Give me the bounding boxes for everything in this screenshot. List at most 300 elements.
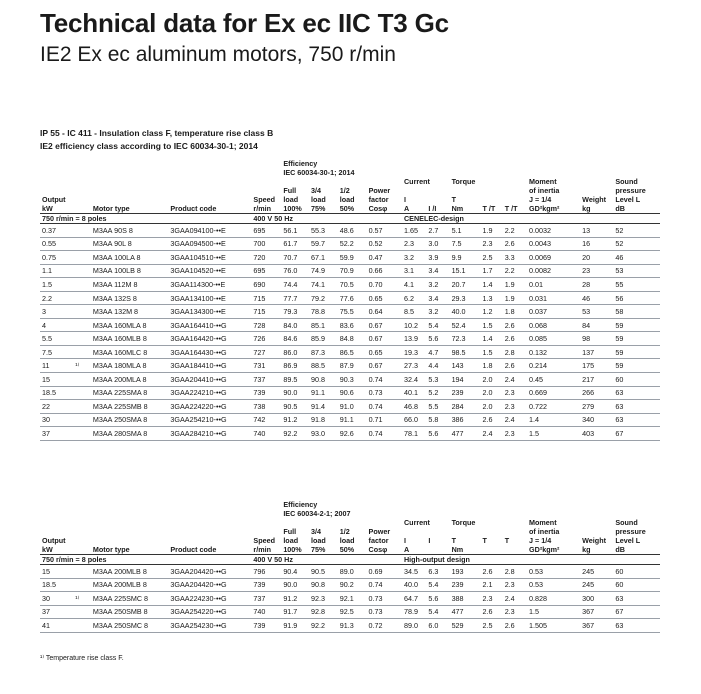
tl-tn-cell: 2.3 (481, 592, 503, 606)
note-mark-cell (73, 237, 91, 251)
weight-unit-header: kg (582, 204, 591, 213)
eff-75-cell: 87.3 (309, 345, 338, 359)
speed-unit-header-t2: r/min (253, 545, 271, 554)
current-in-cell: 1.65 (402, 224, 426, 238)
output-cell: 3 (40, 305, 73, 319)
product-code-cell: 3GAA104520-••E (168, 264, 251, 278)
eff-75-cell: 59.7 (309, 237, 338, 251)
weight-cell: 340 (580, 413, 613, 427)
full-load-header: Full (283, 186, 297, 195)
product-code-cell: 3GAA284210-••G (168, 427, 251, 441)
power-factor-header: Power (368, 186, 391, 195)
note-mark-cell (73, 305, 91, 319)
product-code-cell: 3GAA254210-••G (168, 413, 251, 427)
output-cell: 0.75 (40, 251, 73, 265)
eff-full-cell: 77.7 (281, 291, 309, 305)
sound-level-cell: 60 (613, 565, 660, 579)
table-row (40, 291, 660, 305)
eff-full-cell: 90.0 (281, 386, 309, 400)
conditions-line-2: IE2 efficiency class according to IEC 60034-30-1; 2014 (40, 141, 258, 151)
eff-50-cell: 70.5 (338, 278, 367, 292)
q3-load-unit-header-t2: 75% (310, 545, 326, 554)
eff-full-cell: 91.7 (281, 605, 309, 619)
current-in-cell: 89.0 (402, 619, 426, 633)
torque-tn-cell: 9.9 (450, 251, 481, 265)
power-factor-cell: 0.74 (367, 578, 402, 592)
product-code-cell: 3GAA134100-••E (168, 291, 251, 305)
table-row (40, 373, 660, 387)
current-in-cell: 78.1 (402, 427, 426, 441)
is-in-cell: 5.4 (426, 578, 449, 592)
eff-50-cell: 87.9 (338, 359, 367, 373)
full-load-header-2: load (283, 195, 299, 204)
motor-type-cell: M3AA 90S 8 (91, 224, 168, 238)
eff-75-cell: 91.1 (309, 386, 338, 400)
power-factor-cell: 0.69 (367, 565, 402, 579)
output-header: Output (42, 195, 66, 204)
torque-group-header-2: Torque (451, 518, 476, 527)
eff-50-cell: 90.3 (338, 373, 367, 387)
eff-50-cell: 92.6 (338, 427, 367, 441)
speed-unit-header: r/min (253, 204, 271, 213)
note-mark-cell (73, 565, 91, 579)
eff-75-cell: 90.8 (309, 578, 338, 592)
tl-tn-cell: 2.5 (481, 619, 503, 633)
torque-tn-cell: 29.3 (450, 291, 481, 305)
in-header-t2: I (403, 536, 406, 545)
table-row (40, 305, 660, 319)
table-row (40, 565, 660, 579)
torque-tn-cell: 477 (450, 427, 481, 441)
moment-inertia-cell: 0.0043 (527, 237, 580, 251)
moment-inertia-cell: 0.085 (527, 332, 580, 346)
moment-inertia-cell: 0.0069 (527, 251, 580, 265)
eff-full-cell: 79.3 (281, 305, 309, 319)
eff-75-cell: 79.2 (309, 291, 338, 305)
motor-type-cell: M3AA 225SMC 8 (91, 592, 168, 606)
eff-75-cell: 92.3 (309, 592, 338, 606)
torque-tn-cell: 40.0 (450, 305, 481, 319)
table-row (40, 413, 660, 427)
sound-level-cell: 67 (613, 605, 660, 619)
motor-type-cell: M3AA 225SMA 8 (91, 386, 168, 400)
tl-header-t2: T (482, 536, 487, 545)
tb-tn-cell: 2.6 (503, 332, 527, 346)
speed-cell: 742 (251, 413, 281, 427)
page-title: Technical data for Ex ec IIC T3 Gc (40, 8, 449, 38)
moment-header-3-t2: J = 1/4 (529, 536, 552, 545)
motor-type-cell: M3AA 180MLA 8 (91, 359, 168, 373)
note-mark-cell (73, 413, 91, 427)
tl-tn-cell: 1.8 (481, 359, 503, 373)
q3-load-unit-header: 75% (311, 204, 326, 213)
is-in-cell: 5.4 (426, 605, 449, 619)
output-cell: 1.5 (40, 278, 73, 292)
product-code-header-t2: Product code (170, 545, 217, 554)
half-load-header-2: load (339, 195, 355, 204)
tl-tn-cell: 2.6 (481, 565, 503, 579)
product-code-cell: 3GAA134300-••E (168, 305, 251, 319)
eff-full-cell: 90.4 (281, 565, 309, 579)
motor-type-cell: M3AA 112M 8 (91, 278, 168, 292)
torque-tn-cell: 52.4 (450, 318, 481, 332)
in-unit-header-t2: A (403, 545, 410, 554)
current-in-cell: 34.5 (402, 565, 426, 579)
eff-50-cell: 84.8 (338, 332, 367, 346)
motor-type-cell: M3AA 250SMC 8 (91, 619, 168, 633)
moment-inertia-cell: 1.4 (527, 413, 580, 427)
full-load-header-t2: Full (283, 527, 297, 536)
is-in-cell: 3.9 (426, 251, 449, 265)
tl-tn-header: T /T (482, 204, 496, 213)
tl-tn-cell: 2.1 (481, 578, 503, 592)
product-code-cell: 3GAA224230-••G (168, 592, 251, 606)
current-in-cell: 13.9 (402, 332, 426, 346)
motor-type-cell: M3AA 160MLC 8 (91, 345, 168, 359)
eff-75-cell: 90.5 (309, 565, 338, 579)
torque-tn-cell: 477 (450, 605, 481, 619)
weight-cell: 98 (580, 332, 613, 346)
current-group-header: Current (403, 177, 430, 186)
speed-cell: 737 (251, 592, 281, 606)
weight-cell: 20 (580, 251, 613, 265)
eff-full-cell: 91.2 (281, 413, 309, 427)
current-in-cell: 27.3 (402, 359, 426, 373)
is-in-cell: 4.7 (426, 345, 449, 359)
weight-cell: 279 (580, 400, 613, 414)
moment-inertia-cell: 1.5 (527, 427, 580, 441)
moment-inertia-cell: 0.0082 (527, 264, 580, 278)
q3-load-header-t2: 3/4 (310, 527, 321, 536)
motor-type-cell: M3AA 160MLB 8 (91, 332, 168, 346)
power-factor-cell: 0.65 (367, 291, 402, 305)
power-factor-header-t2: Power (368, 527, 391, 536)
power-factor-unit-header-t2: Cosφ (368, 545, 388, 554)
speed-cell: 715 (251, 291, 281, 305)
moment-header: Moment (529, 177, 557, 186)
eff-50-cell: 90.6 (338, 386, 367, 400)
tb-tn-cell: 2.3 (503, 427, 527, 441)
power-factor-cell: 0.73 (367, 605, 402, 619)
is-in-cell: 5.3 (426, 373, 449, 387)
table-row (40, 359, 660, 373)
weight-unit-header-t2: kg (582, 545, 591, 554)
power-factor-cell: 0.74 (367, 373, 402, 387)
tb-tn-cell: 1.9 (503, 291, 527, 305)
output-cell: 2.2 (40, 291, 73, 305)
motor-type-cell: M3AA 280SMA 8 (91, 427, 168, 441)
eff-50-cell: 59.9 (338, 251, 367, 265)
current-in-cell: 64.7 (402, 592, 426, 606)
full-load-unit-header-t2: 100% (283, 545, 302, 554)
note-mark-cell (73, 251, 91, 265)
eff-75-cell: 78.8 (309, 305, 338, 319)
sound-level-cell: 56 (613, 291, 660, 305)
power-factor-header-2: factor (368, 195, 389, 204)
note-mark-cell (73, 373, 91, 387)
eff-75-cell: 91.8 (309, 413, 338, 427)
motor-type-cell: M3AA 160MLA 8 (91, 318, 168, 332)
q3-load-header-2: load (311, 195, 326, 204)
tb-tn-cell: 1.8 (503, 305, 527, 319)
tl-tn-cell: 2.6 (481, 605, 503, 619)
speed-cell: 715 (251, 305, 281, 319)
speed-cell: 726 (251, 332, 281, 346)
eff-50-cell: 52.2 (338, 237, 367, 251)
output-cell: 37 (40, 605, 73, 619)
weight-cell: 217 (580, 373, 613, 387)
eff-75-cell: 55.3 (309, 224, 338, 238)
product-code-cell: 3GAA114300-••E (168, 278, 251, 292)
eff-50-cell: 89.0 (338, 565, 367, 579)
speed-cell: 720 (251, 251, 281, 265)
section-voltage: 400 V 50 Hz (251, 214, 402, 224)
tn-unit-header-t2: Nm (451, 545, 464, 554)
eff-75-cell: 90.8 (309, 373, 338, 387)
weight-cell: 53 (580, 305, 613, 319)
speed-cell: 695 (251, 264, 281, 278)
current-in-cell: 40.0 (402, 578, 426, 592)
sound-level-cell: 63 (613, 400, 660, 414)
eff-75-cell: 74.1 (309, 278, 338, 292)
sound-level-cell: 52 (613, 224, 660, 238)
eff-full-cell: 90.0 (281, 578, 309, 592)
sound-level-cell: 46 (613, 251, 660, 265)
weight-cell: 28 (580, 278, 613, 292)
power-factor-cell: 0.70 (367, 278, 402, 292)
technical-data-table-1 (40, 159, 660, 441)
eff-full-cell: 56.1 (281, 224, 309, 238)
efficiency-group-header-2: Efficiency IEC 60034-2-1; 2007 (283, 500, 351, 518)
table-row (40, 578, 660, 592)
eff-full-cell: 84.6 (281, 332, 309, 346)
eff-50-cell: 77.6 (338, 291, 367, 305)
table-row (40, 251, 660, 265)
moment-inertia-cell: 1.5 (527, 605, 580, 619)
torque-tn-cell: 239 (450, 386, 481, 400)
table-row (40, 237, 660, 251)
speed-cell: 796 (251, 565, 281, 579)
tb-tn-cell: 2.8 (503, 345, 527, 359)
product-code-cell: 3GAA204410-••G (168, 373, 251, 387)
is-in-cell: 3.4 (426, 264, 449, 278)
output-cell: 15 (40, 565, 73, 579)
torque-tn-cell: 7.5 (450, 237, 481, 251)
eff-75-cell: 74.9 (309, 264, 338, 278)
current-in-cell: 3.2 (402, 251, 426, 265)
output-unit-header-t2: kW (42, 545, 53, 554)
current-in-cell: 6.2 (402, 291, 426, 305)
torque-group-header: Torque (451, 177, 476, 186)
sound-header-3: Level L (615, 195, 641, 204)
power-factor-cell: 0.74 (367, 400, 402, 414)
product-code-cell: 3GAA204420-••G (168, 565, 251, 579)
speed-cell: 731 (251, 359, 281, 373)
motor-type-cell: M3AA 100LA 8 (91, 251, 168, 265)
table-row (40, 605, 660, 619)
eff-50-cell: 83.6 (338, 318, 367, 332)
sound-level-cell: 63 (613, 386, 660, 400)
current-in-cell: 8.5 (402, 305, 426, 319)
section-voltage-2: 400 V 50 Hz (251, 555, 402, 565)
sound-unit-header: dB (615, 204, 625, 213)
sound-header-t2: Sound (615, 518, 638, 527)
eff-full-cell: 70.7 (281, 251, 309, 265)
current-in-cell: 46.8 (402, 400, 426, 414)
is-in-cell: 5.6 (426, 427, 449, 441)
moment-header-3: J = 1/4 (529, 195, 552, 204)
output-header-t2: Output (42, 536, 66, 545)
output-unit-header: kW (42, 204, 53, 213)
section-label: 750 r/min = 8 poles (40, 214, 251, 224)
is-header-t2: I (428, 536, 431, 545)
moment-inertia-cell: 0.828 (527, 592, 580, 606)
power-factor-cell: 0.47 (367, 251, 402, 265)
motor-type-cell: M3AA 132M 8 (91, 305, 168, 319)
output-cell: 11 (40, 359, 73, 373)
eff-50-cell: 91.3 (338, 619, 367, 633)
is-in-header: I /I (428, 204, 437, 213)
note-mark-cell (73, 345, 91, 359)
eff-50-cell: 91.0 (338, 400, 367, 414)
product-code-cell: 3GAA094100-••E (168, 224, 251, 238)
weight-cell: 403 (580, 427, 613, 441)
eff-full-cell: 92.2 (281, 427, 309, 441)
speed-cell: 737 (251, 373, 281, 387)
table-row (40, 619, 660, 633)
speed-header-t2: Speed (253, 536, 275, 545)
is-in-cell: 3.4 (426, 291, 449, 305)
motor-type-cell: M3AA 90L 8 (91, 237, 168, 251)
tl-tn-cell: 2.4 (481, 427, 503, 441)
torque-tn-cell: 5.1 (450, 224, 481, 238)
motor-type-cell: M3AA 100LB 8 (91, 264, 168, 278)
is-in-cell: 5.8 (426, 413, 449, 427)
motor-type-cell: M3AA 250SMB 8 (91, 605, 168, 619)
is-in-cell: 3.2 (426, 278, 449, 292)
output-cell: 4 (40, 318, 73, 332)
current-in-cell: 2.3 (402, 237, 426, 251)
torque-tn-cell: 98.5 (450, 345, 481, 359)
note-mark-cell: ¹⁾ (73, 359, 91, 373)
motor-type-cell: M3AA 200MLB 8 (91, 578, 168, 592)
is-in-cell: 5.6 (426, 332, 449, 346)
moment-unit-header: GD²kgm² (529, 204, 560, 213)
eff-50-cell: 91.1 (338, 413, 367, 427)
tb-tn-cell: 2.6 (503, 237, 527, 251)
output-cell: 15 (40, 373, 73, 387)
speed-cell: 740 (251, 605, 281, 619)
sound-level-cell: 52 (613, 237, 660, 251)
moment-inertia-cell: 0.132 (527, 345, 580, 359)
tb-tn-cell: 3.3 (503, 251, 527, 265)
q3-load-header: 3/4 (311, 186, 321, 195)
table-row (40, 592, 660, 606)
speed-cell: 740 (251, 427, 281, 441)
torque-tn-cell: 193 (450, 565, 481, 579)
weight-cell: 367 (580, 619, 613, 633)
output-cell: 1.1 (40, 264, 73, 278)
motor-type-cell: M3AA 250SMA 8 (91, 413, 168, 427)
weight-cell: 300 (580, 592, 613, 606)
speed-cell: 700 (251, 237, 281, 251)
half-load-header-2-t2: load (339, 536, 355, 545)
is-in-cell: 5.2 (426, 386, 449, 400)
product-code-cell: 3GAA204420-••G (168, 578, 251, 592)
tl-tn-cell: 2.5 (481, 251, 503, 265)
note-mark-cell (73, 224, 91, 238)
section-label-2: 750 r/min = 8 poles (40, 555, 251, 565)
sound-level-cell: 59 (613, 332, 660, 346)
tl-tn-cell: 1.4 (481, 278, 503, 292)
sound-header: Sound (615, 177, 638, 186)
tl-tn-cell: 2.0 (481, 373, 503, 387)
tl-tn-cell: 2.3 (481, 237, 503, 251)
tb-tn-header: T /T (504, 204, 518, 213)
current-in-cell: 40.1 (402, 386, 426, 400)
tl-tn-cell: 1.3 (481, 291, 503, 305)
tl-tn-cell: 1.5 (481, 318, 503, 332)
power-factor-cell: 0.67 (367, 359, 402, 373)
power-factor-cell: 0.73 (367, 386, 402, 400)
torque-tn-cell: 194 (450, 373, 481, 387)
sound-level-cell: 63 (613, 619, 660, 633)
power-factor-cell: 0.52 (367, 237, 402, 251)
power-factor-header-2-t2: factor (368, 536, 389, 545)
moment-inertia-cell: 0.669 (527, 386, 580, 400)
torque-tn-cell: 20.7 (450, 278, 481, 292)
weight-header-t2: Weight (582, 536, 606, 545)
table-row (40, 318, 660, 332)
product-code-cell: 3GAA254220-••G (168, 605, 251, 619)
weight-cell: 84 (580, 318, 613, 332)
efficiency-group-header: Efficiency IEC 60034-30-1; 2014 (283, 159, 355, 177)
moment-unit-header-t2: GD²kgm² (529, 545, 560, 554)
moment-inertia-cell: 0.031 (527, 291, 580, 305)
moment-inertia-cell: 0.037 (527, 305, 580, 319)
current-in-cell: 19.3 (402, 345, 426, 359)
tl-tn-cell: 1.4 (481, 332, 503, 346)
weight-cell: 23 (580, 264, 613, 278)
torque-tn-cell: 386 (450, 413, 481, 427)
sound-level-cell: 59 (613, 359, 660, 373)
tl-tn-cell: 2.6 (481, 413, 503, 427)
full-load-unit-header: 100% (283, 204, 302, 213)
half-load-header-t2: 1/2 (339, 527, 350, 536)
eff-50-cell: 92.1 (338, 592, 367, 606)
is-in-cell: 3.2 (426, 305, 449, 319)
product-code-header: Product code (170, 204, 217, 213)
moment-inertia-cell: 0.53 (527, 565, 580, 579)
power-factor-cell: 0.66 (367, 264, 402, 278)
sound-level-cell: 53 (613, 264, 660, 278)
motor-type-cell: M3AA 200MLA 8 (91, 373, 168, 387)
weight-cell: 137 (580, 345, 613, 359)
weight-cell: 367 (580, 605, 613, 619)
note-mark-cell (73, 332, 91, 346)
sound-level-cell: 60 (613, 373, 660, 387)
is-in-cell: 6.3 (426, 565, 449, 579)
power-factor-cell: 0.71 (367, 413, 402, 427)
tb-tn-cell: 2.6 (503, 619, 527, 633)
is-in-cell: 4.4 (426, 359, 449, 373)
product-code-cell: 3GAA224210-••G (168, 386, 251, 400)
speed-cell: 690 (251, 278, 281, 292)
output-cell: 30 (40, 413, 73, 427)
output-cell: 5.5 (40, 332, 73, 346)
note-mark-cell (73, 386, 91, 400)
tl-tn-cell: 2.0 (481, 400, 503, 414)
